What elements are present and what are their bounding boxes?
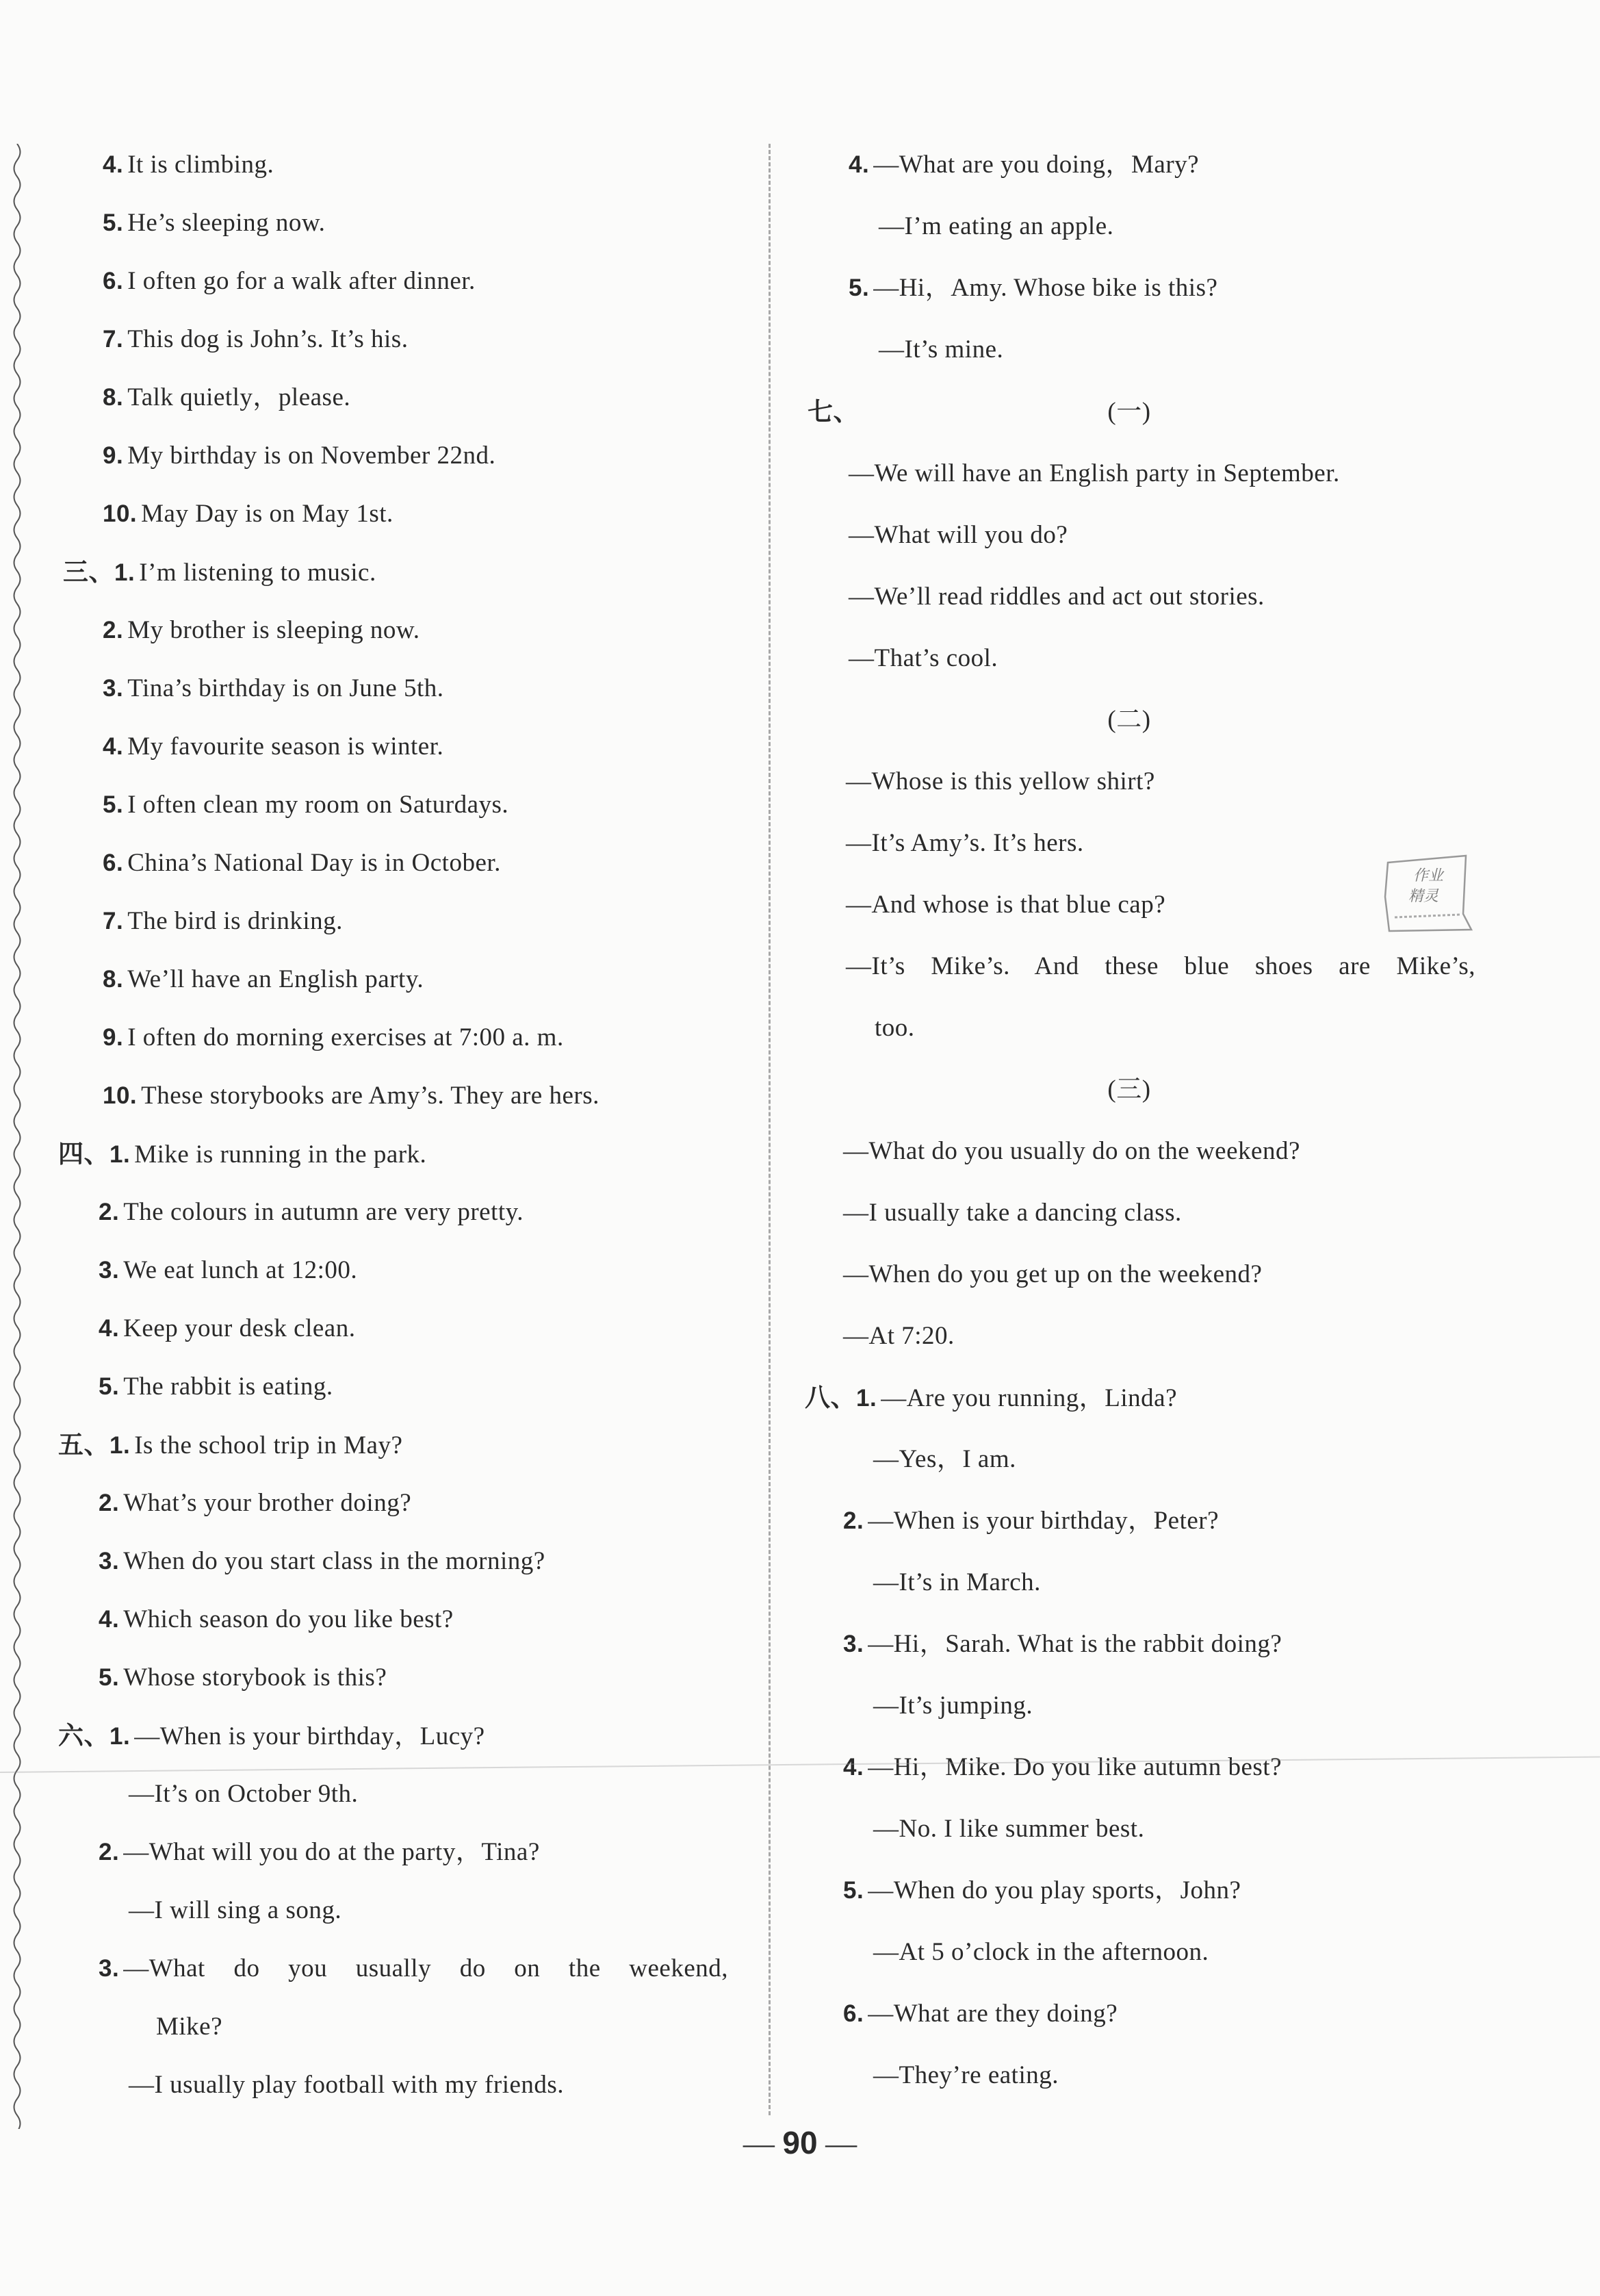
answer-line: 5. He’s sleeping now. [103,209,326,237]
dialogue-line: —What will you do? [849,521,1068,549]
watermark-stamp [1376,849,1478,938]
answer-line: 六、1. —When is your birthday，Lucy? [58,1721,485,1750]
binding-wave-border [10,144,25,2129]
answer-line: 五、1. Is the school trip in May? [58,1430,403,1459]
answer-line: 八、1. —Are you running，Linda? [805,1383,1177,1412]
stamp-line-1: 作业 [1413,867,1444,884]
section-label: 八、 [805,1383,856,1412]
section-label: 三、 [63,557,114,587]
answer-line: 四、1. Mike is running in the park. [58,1139,427,1169]
section-label: 四、 [58,1139,109,1169]
dialogue-line: too. [875,1014,915,1042]
answer-line: 2. —What will you do at the party，Tina? [99,1838,540,1866]
answer-line: 3. We eat lunch at 12:00. [99,1256,358,1284]
subsection-label: (一) [1107,398,1151,426]
answer-line: 7. The bird is drinking. [103,907,343,935]
answer-line: —It’s in March. [873,1568,1041,1596]
answer-line: 10. May Day is on May 1st. [103,500,393,528]
answer-line: 9. My birthday is on November 22nd. [103,442,496,470]
answer-line: —Yes，I am. [873,1445,1016,1473]
section-label: 六、 [58,1721,109,1750]
answer-line: 6. —What are they doing? [843,2000,1118,2028]
dialogue-line: —We will have an English party in September. [849,459,1340,487]
scan-artifact-line [0,1757,1600,1773]
answer-line: 4. —Hi，Mike. Do you like autumn best? [843,1753,1282,1781]
answer-line: 8. We’ll have an English party. [103,965,424,993]
answer-line: 3. When do you start class in the morning? [99,1547,545,1575]
column-divider [769,144,771,2115]
dialogue-line: —It’s Mike’s. And these blue shoes are Mike’s, [846,952,1475,980]
answer-line: 4. My favourite season is winter. [103,732,444,761]
answer-line: 7. This dog is John’s. It’s his. [103,325,409,353]
answer-line: 3. —Hi，Sarah. What is the rabbit doing? [843,1630,1282,1658]
dialogue-line: —That’s cool. [849,644,998,672]
answer-line: 4. Keep your desk clean. [99,1314,356,1342]
answer-line: 2. My brother is sleeping now. [103,616,420,644]
dialogue-line: —I usually take a dancing class. [843,1199,1182,1227]
answer-line: 三、1. I’m listening to music. [63,557,376,587]
dialogue-line: —When do you get up on the weekend? [843,1260,1263,1288]
answer-line: —I will sing a song. [129,1896,342,1924]
stamp-line-2: 精灵 [1408,888,1439,905]
dialogue-line: —What do you usually do on the weekend? [843,1137,1300,1165]
answer-line: 6. China’s National Day is in October. [103,849,501,877]
answer-line: 5. Whose storybook is this? [99,1663,387,1692]
answer-line: 5. The rabbit is eating. [99,1373,333,1401]
section-label: 七、 [808,397,859,426]
answer-line: 6. I often go for a walk after dinner. [103,267,476,295]
answer-line: 9. I often do morning exercises at 7:00 a. m. [103,1023,564,1051]
section-heading [808,395,859,430]
answer-line: 5. —Hi，Amy. Whose bike is this? [849,274,1218,302]
answer-line: 8. Talk quietly，please. [103,383,351,411]
answer-line: 5. I often clean my room on Saturdays. [103,791,509,819]
answer-line: 2. The colours in autumn are very pretty. [99,1198,524,1226]
answer-line: 5. —When do you play sports，John? [843,1876,1241,1904]
answer-line: —At 5 o’clock in the afternoon. [873,1938,1209,1966]
answer-line: —I’m eating an apple. [879,212,1114,240]
dialogue-line: —It’s Amy’s. It’s hers. [846,829,1084,857]
dialogue-line: —Whose is this yellow shirt? [846,767,1155,795]
answer-line: 3. —What do you usually do on the weekend, [99,1954,728,1982]
page-number: — 90 — [743,2125,857,2160]
subsection-label: (二) [1107,706,1151,734]
subsection-label: (三) [1107,1075,1151,1104]
answer-line: Mike? [156,2013,223,2041]
dialogue-line: —At 7:20. [843,1322,955,1350]
answer-line: 2. —When is your birthday，Peter? [843,1507,1220,1535]
dialogue-line: —And whose is that blue cap? [846,891,1166,919]
dialogue-line: —We’ll read riddles and act out stories. [849,583,1265,611]
answer-line: —They’re eating. [873,2061,1059,2089]
answer-line: 2. What’s your brother doing? [99,1489,412,1517]
answer-line: 4. It is climbing. [103,151,274,179]
answer-line: 10. These storybooks are Amy’s. They are hers. [103,1082,599,1110]
answer-line: —I usually play football with my friends. [129,2071,565,2099]
answer-line: 3. Tina’s birthday is on June 5th. [103,674,444,702]
section-label: 五、 [58,1430,109,1459]
answer-line: —It’s on October 9th. [129,1780,359,1808]
answer-line: —No. I like summer best. [873,1815,1145,1843]
answer-line: 4. Which season do you like best? [99,1605,454,1633]
answer-line: —It’s mine. [879,335,1004,363]
answer-line: —It’s jumping. [873,1692,1033,1720]
answer-line: 4. —What are you doing，Mary? [849,151,1200,179]
